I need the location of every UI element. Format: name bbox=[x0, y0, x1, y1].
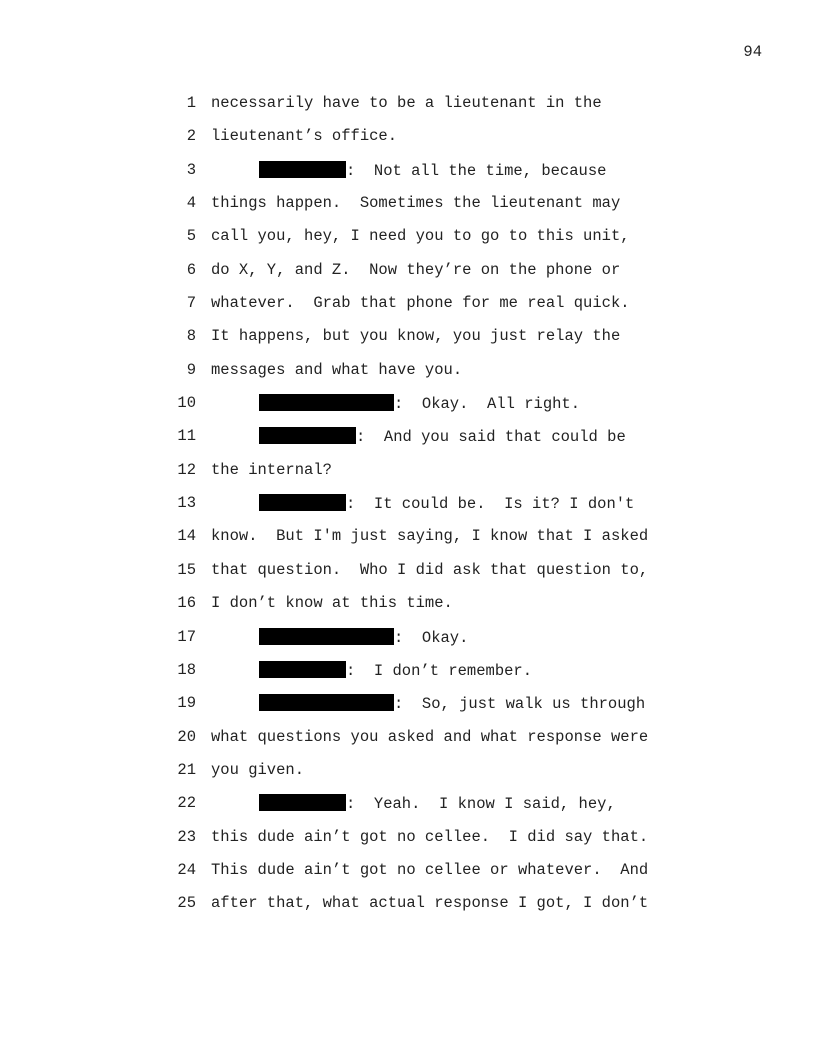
line-text: you given. bbox=[211, 760, 305, 779]
line-number: 16 bbox=[177, 594, 196, 613]
transcript-line bbox=[0, 221, 816, 254]
transcript-line bbox=[0, 588, 816, 621]
redaction-bar bbox=[259, 694, 394, 711]
line-number: 4 bbox=[186, 194, 196, 213]
transcript-line bbox=[0, 288, 816, 321]
line-text: : Okay. All right. bbox=[394, 395, 581, 414]
line-text: the internal? bbox=[211, 460, 332, 479]
line-number: 11 bbox=[177, 427, 196, 446]
line-text: do X, Y, and Z. Now they’re on the phone or bbox=[211, 260, 621, 279]
transcript-line bbox=[0, 355, 816, 388]
line-number: 15 bbox=[177, 560, 196, 579]
line-text: : Not all the time, because bbox=[346, 161, 607, 180]
transcript-line bbox=[0, 155, 816, 188]
line-text: messages and what have you. bbox=[211, 360, 463, 379]
line-number: 13 bbox=[177, 494, 196, 513]
transcript-line bbox=[0, 855, 816, 888]
redaction-bar bbox=[259, 794, 346, 811]
redaction-bar bbox=[259, 394, 394, 411]
line-text: : I don’t remember. bbox=[346, 661, 533, 680]
transcript-line bbox=[0, 121, 816, 154]
redaction-bar bbox=[259, 628, 394, 645]
line-number: 23 bbox=[177, 827, 196, 846]
line-number: 24 bbox=[177, 860, 196, 879]
line-number: 17 bbox=[177, 627, 196, 646]
line-number: 21 bbox=[177, 760, 196, 779]
transcript-line bbox=[0, 388, 816, 421]
line-number: 12 bbox=[177, 460, 196, 479]
transcript-line bbox=[0, 455, 816, 488]
line-text: : Okay. bbox=[394, 628, 469, 647]
line-number: 7 bbox=[186, 294, 196, 313]
line-number: 18 bbox=[177, 660, 196, 679]
transcript-line bbox=[0, 688, 816, 721]
transcript-line bbox=[0, 788, 816, 821]
page-number: 94 bbox=[743, 43, 762, 61]
line-number: 1 bbox=[186, 94, 196, 112]
transcript-line bbox=[0, 622, 816, 655]
line-number: 3 bbox=[186, 160, 196, 179]
redaction-bar bbox=[259, 161, 346, 178]
line-text: after that, what actual response I got, I don’t bbox=[211, 894, 649, 913]
line-text: I don’t know at this time. bbox=[211, 594, 453, 613]
line-text: that question. Who I did ask that question to, bbox=[211, 560, 649, 579]
transcript-line bbox=[0, 722, 816, 755]
redaction-bar bbox=[259, 427, 356, 444]
line-number: 14 bbox=[177, 527, 196, 546]
line-number: 20 bbox=[177, 727, 196, 746]
line-number: 6 bbox=[186, 260, 196, 279]
line-number: 5 bbox=[186, 227, 196, 246]
transcript-line bbox=[0, 888, 816, 921]
redaction-bar bbox=[259, 494, 346, 511]
transcript-line bbox=[0, 88, 816, 121]
line-number: 10 bbox=[177, 394, 196, 413]
line-text: this dude ain’t got no cellee. I did say that. bbox=[211, 827, 649, 846]
line-text: things happen. Sometimes the lieutenant may bbox=[211, 194, 621, 213]
transcript-body bbox=[0, 88, 816, 922]
line-text: whatever. Grab that phone for me real quick. bbox=[211, 294, 630, 313]
redaction-bar bbox=[259, 661, 346, 678]
line-text: This dude ain’t got no cellee or whatever. And bbox=[211, 860, 649, 879]
line-text: know. But I'm just saying, I know that I asked bbox=[211, 527, 649, 546]
transcript-line bbox=[0, 488, 816, 521]
transcript-line bbox=[0, 255, 816, 288]
transcript-line bbox=[0, 755, 816, 788]
line-number: 8 bbox=[186, 327, 196, 346]
line-text: : It could be. Is it? I don't bbox=[346, 495, 635, 514]
line-number: 19 bbox=[177, 694, 196, 713]
line-text: lieutenant’s office. bbox=[211, 127, 398, 146]
line-text: call you, hey, I need you to go to this unit, bbox=[211, 227, 630, 246]
transcript-line bbox=[0, 421, 816, 454]
transcript-line bbox=[0, 555, 816, 588]
transcript-line bbox=[0, 655, 816, 688]
line-number: 2 bbox=[186, 127, 196, 146]
line-text: necessarily have to be a lieutenant in the bbox=[211, 94, 602, 112]
line-text: what questions you asked and what response were bbox=[211, 727, 649, 746]
line-text: : And you said that could be bbox=[356, 428, 626, 447]
line-text: : Yeah. I know I said, hey, bbox=[346, 795, 616, 814]
transcript-line bbox=[0, 822, 816, 855]
line-number: 9 bbox=[186, 360, 196, 379]
transcript-line bbox=[0, 321, 816, 354]
line-number: 22 bbox=[177, 794, 196, 813]
line-text: : So, just walk us through bbox=[394, 695, 646, 714]
transcript-line bbox=[0, 521, 816, 554]
line-text: It happens, but you know, you just relay the bbox=[211, 327, 621, 346]
line-number: 25 bbox=[177, 894, 196, 913]
transcript-line bbox=[0, 188, 816, 221]
